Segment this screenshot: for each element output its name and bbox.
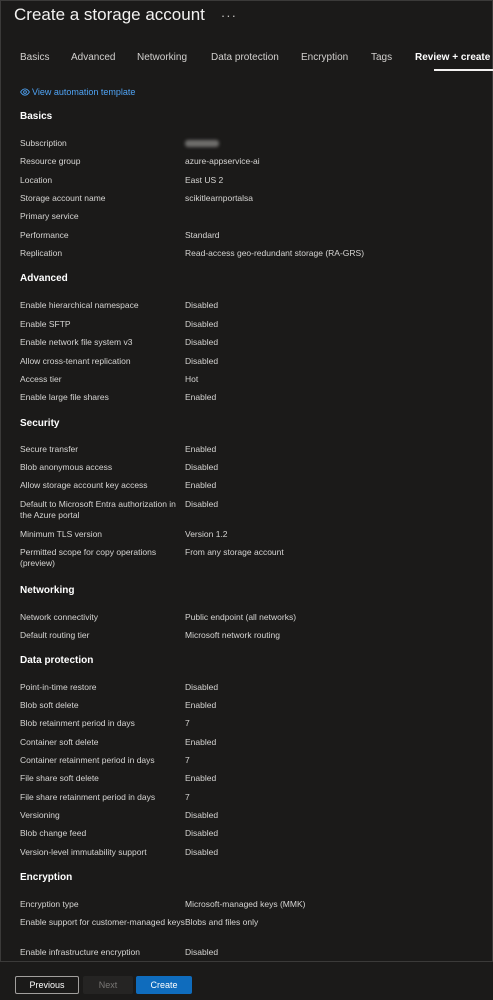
tab-bar [20,52,493,72]
create-button[interactable]: Create [136,976,192,994]
row-label: Version-level immutability support [20,847,147,857]
row-label: File share retainment period in days [20,792,156,802]
row-value: Disabled [185,337,219,347]
row-value: Public endpoint (all networks) [185,612,297,622]
row-value: scikitlearnportalsa [185,193,254,203]
redacted-subscription [185,140,219,147]
next-button[interactable]: Next [83,976,133,994]
row-value: Enabled [185,737,217,747]
row-label: Enable hierarchical namespace [20,300,139,310]
automation-link-label[interactable]: View automation template [32,87,136,97]
row-label: Performance [20,230,69,240]
row-value: Hot [185,374,199,384]
row-label: Blob change feed [20,828,87,838]
row-label: Default to Microsoft Entra authorization in the Azure portal [20,499,176,520]
row-label: File share soft delete [20,773,99,783]
row-label: Blob anonymous access [20,462,113,472]
row-value: Disabled [185,828,219,838]
row-value: Disabled [185,300,219,310]
row-value: Disabled [185,499,219,509]
eye-icon [20,87,30,97]
row-value: Disabled [185,947,219,957]
row-value: 7 [185,718,190,728]
row-label: Container retainment period in days [20,755,155,765]
row-label: Minimum TLS version [20,529,103,539]
row-value: Microsoft network routing [185,630,280,640]
section-title-encryption: Encryption [20,872,73,883]
row-value: Enabled [185,480,217,490]
row-value: Disabled [185,847,219,857]
title-row [14,4,237,26]
row-value: 7 [185,792,190,802]
row-value: Standard [185,230,220,240]
page-title: Create a storage account [14,5,205,24]
row-label: Enable infrastructure encryption [20,947,141,957]
section-title-networking: Networking [20,585,75,596]
view-automation-template-link[interactable] [20,87,135,97]
section-title-advanced: Advanced [20,273,68,284]
row-value: From any storage account [185,547,284,557]
row-label: Default routing tier [20,630,90,640]
row-label: Container soft delete [20,737,99,747]
row-label: Network connectivity [20,612,98,622]
row-label: Permitted scope for copy operations (preview) [20,547,157,568]
row-label: Enable support for customer-managed keys [20,917,185,927]
previous-button[interactable]: Previous [15,976,79,994]
row-value: Disabled [185,462,219,472]
row-value: Disabled [185,810,219,820]
row-value: Disabled [185,682,219,692]
row-label: Encryption type [20,899,79,909]
row-label: Resource group [20,156,81,166]
row-label: Access tier [20,374,62,384]
row-value: Disabled [185,356,219,366]
row-value: Version 1.2 [185,529,228,539]
row-label: Versioning [20,810,60,820]
tab-review-create[interactable]: Review + create [415,52,491,63]
tab-data-protection[interactable]: Data protection [211,52,279,63]
row-label: Allow cross-tenant replication [20,356,131,366]
section-title-basics: Basics [20,111,53,122]
row-value: Enabled [185,392,217,402]
row-value: East US 2 [185,175,224,185]
active-tab-indicator [434,69,493,71]
tab-advanced[interactable]: Advanced [71,52,116,63]
row-label: Primary service [20,211,79,221]
row-value: Enabled [185,773,217,783]
row-value-redacted [185,138,475,149]
tab-encryption[interactable]: Encryption [301,52,349,63]
row-label: Allow storage account key access [20,480,148,490]
row-value: Enabled [185,700,217,710]
row-label: Subscription [20,138,67,148]
section-title-security: Security [20,418,60,429]
row-label: Enable network file system v3 [20,337,133,347]
row-label: Blob retainment period in days [20,718,135,728]
row-label: Point-in-time restore [20,682,97,692]
row-label: Storage account name [20,193,106,203]
tab-basics[interactable]: Basics [20,52,50,63]
row-value: 7 [185,755,190,765]
footer-action-bar [0,961,493,1000]
row-value: Disabled [185,319,219,329]
row-label: Secure transfer [20,444,79,454]
row-label: Replication [20,248,63,258]
more-options-icon[interactable]: ··· [220,7,237,23]
row-label: Enable large file shares [20,392,109,402]
tab-networking[interactable]: Networking [137,52,188,63]
row-label: Enable SFTP [20,319,71,329]
row-label: Blob soft delete [20,700,79,710]
row-value: Enabled [185,444,217,454]
row-value: azure-appservice-ai [185,156,260,166]
section-title-data-protection: Data protection [20,655,94,666]
tab-tags[interactable]: Tags [371,52,393,63]
row-label: Location [20,175,53,185]
row-value: Blobs and files only [185,917,259,927]
row-value: Microsoft-managed keys (MMK) [185,899,306,909]
row-value: Read-access geo-redundant storage (RA-GRS) [185,248,365,258]
